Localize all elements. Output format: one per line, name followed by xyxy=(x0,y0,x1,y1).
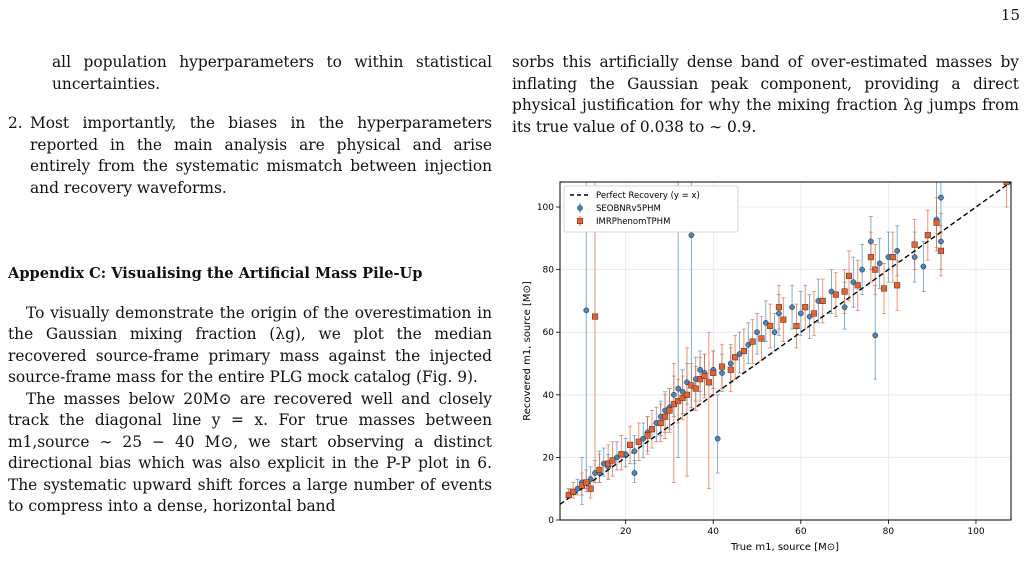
imr-point xyxy=(583,480,589,486)
list-item-2 xyxy=(8,113,492,199)
imr-point xyxy=(592,314,598,320)
legend xyxy=(564,186,738,232)
imr-point xyxy=(811,311,817,317)
plot-area xyxy=(560,182,1011,520)
y-axis-label: Recovered m1, source [M⊙] xyxy=(522,281,533,421)
figure-9 xyxy=(518,178,1024,558)
y-tick-label: 0 xyxy=(548,516,554,526)
seob-point xyxy=(921,264,926,269)
seob-point xyxy=(698,367,703,372)
imr-point xyxy=(706,379,712,385)
imr-point xyxy=(649,426,655,432)
left-column xyxy=(8,52,492,518)
y-tick-label: 40 xyxy=(542,390,554,401)
seob-point xyxy=(754,330,759,335)
seob-point xyxy=(895,248,900,253)
right-column-text: sorbs this artificially dense band of over-estimated masses by inflating the Gaussian peak component, providing a direct physical justification for why the mixing fraction λg jumps from its true value of 0.038 to ∼ 0.9. xyxy=(512,53,1019,136)
seob-point xyxy=(877,261,882,266)
legend-imr-label: IMRPhenomTPHM xyxy=(596,217,671,227)
imr-point xyxy=(702,373,708,379)
imr-point xyxy=(684,392,690,398)
imr-point xyxy=(894,282,900,288)
imr-point xyxy=(662,414,668,420)
seob-point xyxy=(632,449,637,454)
paragraph-1: To visually demonstrate the origin of the overestimation in the Gaussian mixing fraction (λg), we plot the median recovered source-frame primary mass against the injected source-frame mass for the entire PLG mock catalog (Fig. 9). xyxy=(8,303,492,386)
imr-point xyxy=(570,489,576,495)
x-tick-label: 80 xyxy=(882,527,895,537)
seob-point xyxy=(728,361,733,366)
imr-point xyxy=(767,323,773,329)
x-tick-label: 40 xyxy=(707,527,719,537)
list-item-number: 2. xyxy=(8,114,23,132)
imr-point xyxy=(833,292,839,298)
seob-point xyxy=(860,267,865,272)
imr-point xyxy=(794,323,800,329)
seob-point xyxy=(689,233,694,238)
recovery-scatter-chart xyxy=(518,178,1024,558)
seob-point xyxy=(842,305,847,310)
imr-point xyxy=(645,433,651,439)
imr-point xyxy=(588,486,594,492)
imr-point xyxy=(925,232,931,238)
imr-point xyxy=(636,439,642,445)
imr-point xyxy=(890,254,896,260)
seob-point xyxy=(873,333,878,338)
imr-point xyxy=(759,336,765,342)
legend-imr-swatch xyxy=(577,218,583,224)
legend-seob-label: SEOBNRv5PHM xyxy=(596,204,661,214)
x-tick-label: 20 xyxy=(619,527,632,537)
seob-point xyxy=(772,330,777,335)
legend-seob-swatch xyxy=(577,205,582,210)
seob-point xyxy=(789,305,794,310)
seob-point xyxy=(671,392,676,397)
imr-point xyxy=(912,242,918,248)
paragraph-2: The masses below 20M⊙ are recovered well and closely track the diagonal line y = x. For true masses between m1,source ∼ 25 − 40 M⊙, we start observing a distinct directional bias which was also explicit in the P-P plot in 6. The systematic upward shift forces a large number of events to compress into a dense, horizontal band xyxy=(8,389,492,515)
imr-point xyxy=(667,408,673,414)
x-axis-label: True m1, source [M⊙] xyxy=(730,542,840,553)
page-number: 15 xyxy=(1000,6,1020,24)
seob-point xyxy=(719,370,724,375)
y-tick-label: 20 xyxy=(542,453,554,464)
seob-point xyxy=(584,308,589,313)
seob-point xyxy=(632,470,637,475)
imr-point xyxy=(693,386,699,392)
imr-point xyxy=(802,304,808,310)
seob-point xyxy=(912,255,917,260)
seob-point xyxy=(776,311,781,316)
imr-point xyxy=(846,273,852,279)
imr-point xyxy=(710,370,716,376)
legend-reference-label: Perfect Recovery (y = x) xyxy=(596,191,700,201)
y-tick-label: 80 xyxy=(542,265,554,276)
imr-point xyxy=(619,451,625,457)
imr-point xyxy=(842,289,848,295)
imr-point xyxy=(776,304,782,310)
imr-point xyxy=(732,354,738,360)
imr-point xyxy=(741,348,747,354)
appendix-heading: Appendix C: Visualising the Artificial Mass Pile-Up xyxy=(8,265,423,282)
seob-point xyxy=(938,239,943,244)
imr-point xyxy=(750,339,756,345)
imr-point xyxy=(610,458,616,464)
imr-point xyxy=(597,467,603,473)
imr-point xyxy=(820,298,826,304)
imr-point xyxy=(872,267,878,273)
imr-point xyxy=(728,367,734,373)
imr-point xyxy=(855,282,861,288)
imr-point xyxy=(658,420,664,426)
imr-point xyxy=(627,442,633,448)
x-tick-label: 60 xyxy=(795,527,807,537)
seob-point xyxy=(798,311,803,316)
right-column xyxy=(512,52,1019,138)
x-tick-label: 100 xyxy=(967,527,985,537)
imr-point xyxy=(881,286,887,292)
imr-point xyxy=(719,364,725,370)
y-tick-label: 100 xyxy=(536,203,554,214)
seob-point xyxy=(938,195,943,200)
list-item-text: Most importantly, the biases in the hyperparameters reported in the main analysis are physical and arise entirely from the systematic mismatch between injection and recovery waveforms. xyxy=(30,114,492,197)
imr-point xyxy=(781,317,787,323)
seob-point xyxy=(676,386,681,391)
continuation-text: all population hyperparameters to within statistical uncertainties. xyxy=(52,53,492,93)
imr-point xyxy=(868,254,874,260)
imr-point xyxy=(938,248,944,254)
imr-point xyxy=(934,220,940,226)
seob-point xyxy=(715,436,720,441)
y-tick-label: 60 xyxy=(542,328,554,339)
seob-point xyxy=(868,239,873,244)
